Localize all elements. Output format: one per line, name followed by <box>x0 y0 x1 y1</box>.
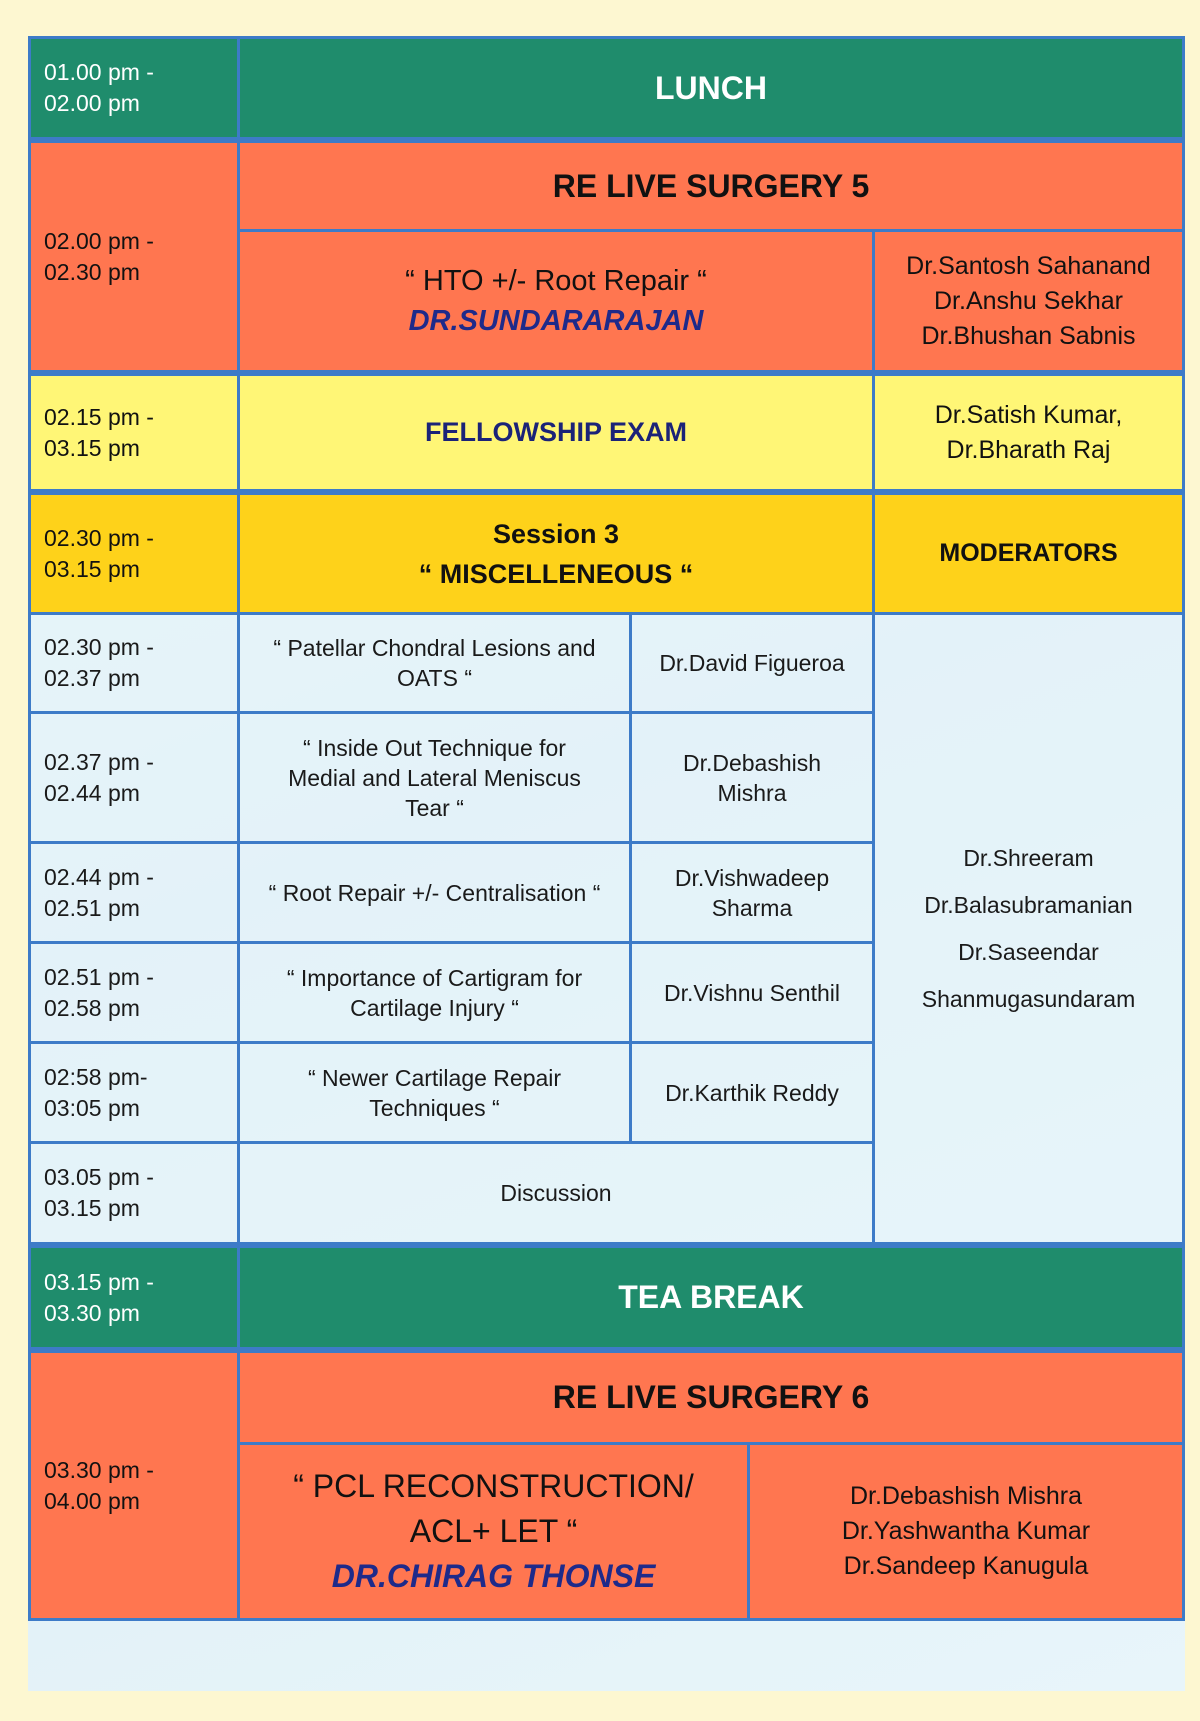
time-cell <box>28 941 240 1044</box>
talk-topic-line: Tear “ <box>405 794 464 821</box>
examiner: Dr.Satish Kumar, <box>934 400 1123 429</box>
speaker-name: Dr.Debashish <box>682 749 822 776</box>
session-subtitle: “ MISCELLENEOUS “ <box>418 558 694 589</box>
time-cell <box>28 373 240 492</box>
time-cell <box>28 140 240 373</box>
speaker-name: Dr.David Figueroa <box>659 650 845 676</box>
time-start: 02.30 pm - <box>44 524 154 551</box>
talk-topic-line: “ Patellar Chondral Lesions and <box>273 635 596 661</box>
panelist: Dr.Sandeep Kanugula <box>843 1552 1089 1580</box>
talk-topic-line: Medial and Lateral Meniscus <box>288 764 581 791</box>
talk-speaker-cell <box>629 1041 875 1144</box>
time-start: 02.00 pm - <box>44 227 154 254</box>
talk-speaker-cell <box>629 711 875 844</box>
moderators-header <box>872 492 1185 615</box>
lunch-label: LUNCH <box>655 69 767 106</box>
time-start: 02.30 pm - <box>44 634 154 660</box>
talk-topic-line: Techniques “ <box>369 1094 500 1121</box>
talk-topic-cell <box>237 841 632 944</box>
panelist: Dr.Anshu Sekhar <box>934 286 1123 315</box>
talk-topic-cell <box>237 711 632 844</box>
time-start: 03.05 pm - <box>44 1164 154 1190</box>
speaker-name: Dr.Vishnu Senthil <box>663 979 840 1006</box>
surgery-topic: “ HTO +/- Root Repair “ <box>405 265 707 297</box>
time-end: 02.51 pm <box>44 894 140 921</box>
fellowship-cell <box>237 373 875 492</box>
time-cell <box>28 1041 240 1144</box>
time-start: 02.15 pm - <box>44 403 154 430</box>
panelist: Dr.Yashwantha Kumar <box>841 1517 1091 1545</box>
moderator: Shanmugasundaram <box>921 985 1136 1012</box>
time-start: 03.15 pm - <box>44 1268 154 1295</box>
time-cell <box>28 1350 240 1621</box>
time-end: 02.44 pm <box>44 779 140 806</box>
examiners-cell <box>872 373 1185 492</box>
moderators-label: MODERATORS <box>939 539 1118 567</box>
time-cell <box>28 841 240 944</box>
talk-topic-line: “ Importance of Cartigram for <box>286 964 583 991</box>
talk-topic-cell <box>237 612 632 714</box>
time-end: 02.58 pm <box>44 994 140 1021</box>
time-end: 02.37 pm <box>44 665 140 691</box>
speaker-name: Dr.Vishwadeep <box>674 864 830 891</box>
session-title-cell <box>237 492 875 615</box>
surgery-6-title: RE LIVE SURGERY 6 <box>552 1379 870 1415</box>
panel-cell <box>872 229 1185 373</box>
panel-cell <box>747 1442 1185 1621</box>
talk-speaker-cell <box>629 841 875 944</box>
speaker-name: Dr.Karthik Reddy <box>665 1079 839 1106</box>
time-start: 01.00 pm - <box>44 59 154 85</box>
time-end: 02.30 pm <box>44 258 140 285</box>
time-end: 04.00 pm <box>44 1487 140 1514</box>
time-cell <box>28 1141 240 1245</box>
time-cell <box>28 36 240 140</box>
surgery-topic-line: “ PCL RECONSTRUCTION/ <box>293 1468 694 1504</box>
surgery-topic-line: ACL+ LET “ <box>409 1513 578 1549</box>
talk-speaker-cell <box>629 941 875 1044</box>
talk-topic-line: “ Inside Out Technique for <box>303 734 566 761</box>
talk-topic-line: “ Newer Cartilage Repair <box>307 1064 562 1091</box>
surgery-5-title: RE LIVE SURGERY 5 <box>552 167 870 204</box>
time-start: 02.37 pm - <box>44 748 154 775</box>
talk-topic-cell <box>237 941 632 1044</box>
moderator: Dr.Saseendar <box>958 938 1099 965</box>
talk-topic-cell <box>237 1041 632 1144</box>
session-title: Session 3 <box>492 518 620 549</box>
time-start: 03.30 pm - <box>44 1456 154 1483</box>
tea-break-label: TEA BREAK <box>618 1279 804 1315</box>
time-end: 03.30 pm <box>44 1299 140 1326</box>
panelist: Dr.Debashish Mishra <box>849 1482 1083 1510</box>
panelist: Dr.Bhushan Sabnis <box>921 321 1136 350</box>
time-start: 02.51 pm - <box>44 963 154 990</box>
lunch-banner <box>237 36 1185 140</box>
speaker-name: Mishra <box>717 779 787 806</box>
moderator: Dr.Balasubramanian <box>924 891 1133 918</box>
time-cell <box>28 492 240 615</box>
surgeon-name: DR.CHIRAG THONSE <box>331 1558 656 1594</box>
moderator: Dr.Shreeram <box>963 844 1094 871</box>
time-end: 03:05 pm <box>44 1094 140 1121</box>
time-end: 02.00 pm <box>44 90 140 116</box>
talk-speaker-cell <box>629 612 875 714</box>
moderators-cell <box>872 612 1185 1245</box>
time-end: 03.15 pm <box>44 1195 140 1221</box>
discussion-cell <box>237 1141 875 1245</box>
time-cell <box>28 612 240 714</box>
tea-break-banner <box>237 1245 1185 1350</box>
panelist: Dr.Santosh Sahanand <box>906 251 1151 280</box>
talk-topic-line: OATS “ <box>397 665 472 691</box>
time-start: 02.44 pm - <box>44 863 154 890</box>
discussion-label: Discussion <box>500 1180 612 1206</box>
time-end: 03.15 pm <box>44 555 140 582</box>
surgery-title <box>237 1350 1185 1445</box>
time-end: 03.15 pm <box>44 434 140 461</box>
talk-topic-line: “ Root Repair +/- Centralisation “ <box>268 879 601 906</box>
surgeon-name: DR.SUNDARARAJAN <box>408 305 704 337</box>
time-start: 02:58 pm- <box>44 1063 148 1090</box>
surgery-topic-cell <box>237 229 875 373</box>
examiner: Dr.Bharath Raj <box>946 435 1111 464</box>
surgery-topic-cell <box>237 1442 750 1621</box>
time-cell <box>28 711 240 844</box>
talk-topic-line: Cartilage Injury “ <box>350 994 519 1021</box>
fellowship-label: FELLOWSHIP EXAM <box>424 417 687 447</box>
speaker-name: Sharma <box>711 894 793 921</box>
surgery-title <box>237 140 1185 232</box>
time-cell <box>28 1245 240 1350</box>
